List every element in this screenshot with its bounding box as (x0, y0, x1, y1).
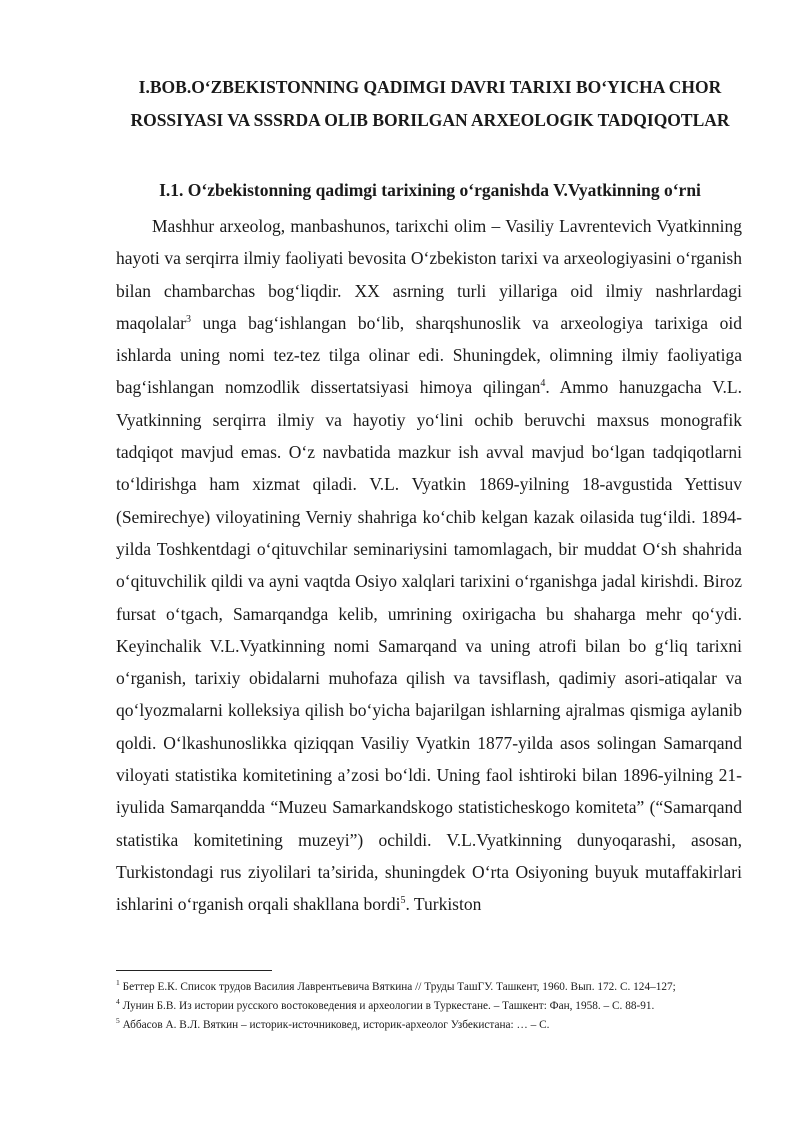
footnote (116, 995, 742, 1013)
paragraph-text: . Turkiston (405, 894, 482, 915)
footnote-number: 4 (116, 996, 120, 1006)
paragraph-text: Mashhur arxeolog, manbashunos, tarixchi olim – Vasiliy Lavrentevich Vyatkinning hayoti va serqirra ilmiy faoliyati bevosita O‘zbekiston tarixi va arxeologiyasini o‘rganish bilan chambarchas bog‘liqdir. XX asrning turli yillariga oid ilmiy nashrlardagi maqolalar (116, 216, 742, 333)
footnote-text: Лунин Б.В. Из истории русского востоковедения и археологии в Туркестане. – Ташкент: Фан, 1958. – С. 88-91. (122, 999, 655, 1012)
footnote-ref[interactable]: 3 (185, 314, 191, 326)
section-title: I.1. O‘zbekistonning qadimgi tarixining o‘rganishda V.Vyatkinning o‘rni (159, 180, 701, 200)
body-paragraph (116, 210, 742, 921)
footnote (116, 976, 742, 994)
footnote-number: 1 (116, 978, 120, 987)
footnote (116, 1014, 742, 1032)
paragraph-text: unga bag‘ishlangan bo‘lib, sharqshunoslik va arxeologiya tarixiga oid ishlarda uning nomi tez-tez tilga olinar edi. Shuningdek, olimning ilmiy faoliyatiga bag‘ishlangan nomzodlik dissertatsiyasi himoya qilingan (116, 312, 742, 398)
footnote-text: Беттер Е.К. Список трудов Василия Лаврентьевича Вяткина // Труды ТашГУ. Ташкент, 1960. Вып. 172. С. 124–127; (122, 980, 676, 993)
chapter-title: I.BOB.O‘ZBEKISTONNING QADIMGI DAVRI TARIXI BO‘YICHA CHOR ROSSIYASI VA SSSRDA OLIB BORILGAN ARXEOLOGIK TADQIQOTLAR (130, 77, 730, 130)
footnote-text: Аббасов А. В.Л. Вяткин – историк-источниковед, историк-археолог Узбекистана: … – С. (122, 1018, 550, 1031)
paragraph-text: . Ammo hanuzgacha V.L. Vyatkinning serqirra ilmiy va hayotiy yo‘lini ochib beruvchi maxsus monografik tadqiqot mavjud emas. O‘z navbatida mazkur ish avval mavjud bo‘lgan tadqiqotlarni to‘ldirishga ham xizmat qiladi. V.L. Vyatkin 1869-yilning 18-avgustida Yettisuv (Semirechye) viloyatining Verniy shahriga ko‘chib kelgan kazak oilasida tug‘ildi. 1894-yilda Toshkentdagi o‘qituvchilar seminariysini tamomlagach, bir muddat O‘sh shahrida o‘qituvchilik qildi va ayni vaqtda Osiyo xalqlari tarixini o‘rganishga jadal kirishdi. Biroz fursat o‘tgach, Samarqandga kelib, umrining oxirigacha bu shaharga mehr qo‘ydi. Keyinchalik V.L.Vyatkinning nomi Samarqand va uning atrofi bilan bo g‘liq tarixni o‘rganish, tarixiy obidalarni muhofaza qilish va tavsiflash, qadimiy asori-atiqalar va qo‘lyozmalarni kolleksiya qilish bo‘yicha bajarilgan ishlarning ajralmas qismiga aylanib qoldi. O‘lkashunoslikka qiziqqan Vasiliy Vyatkin 1877-yilda asos solingan Samarqand viloyati statistika komitetining a’zosi bo‘ldi. Uning faol ishtiroki bilan 1896-yilning 21-iyulida Samarqandda “Muzeu Samarkandskogo statisticheskogo komiteta” (“Samarqand statistika komitetining muzeyi”) ochildi. V.L.Vyatkinning dunyoqarashi, asosan, Turkistondagi rus ziyolilari ta’sirida, shuningdek O‘rta Osiyoning buyuk mutaffakirlari ishlarini o‘rganish orqali shakllana bordi (116, 377, 742, 915)
footnote-ref[interactable]: 5 (400, 895, 406, 907)
footnote-ref[interactable]: 4 (540, 378, 546, 390)
footnotes (116, 976, 742, 1032)
footnote-divider (116, 970, 272, 971)
footnote-number: 5 (116, 1015, 120, 1025)
